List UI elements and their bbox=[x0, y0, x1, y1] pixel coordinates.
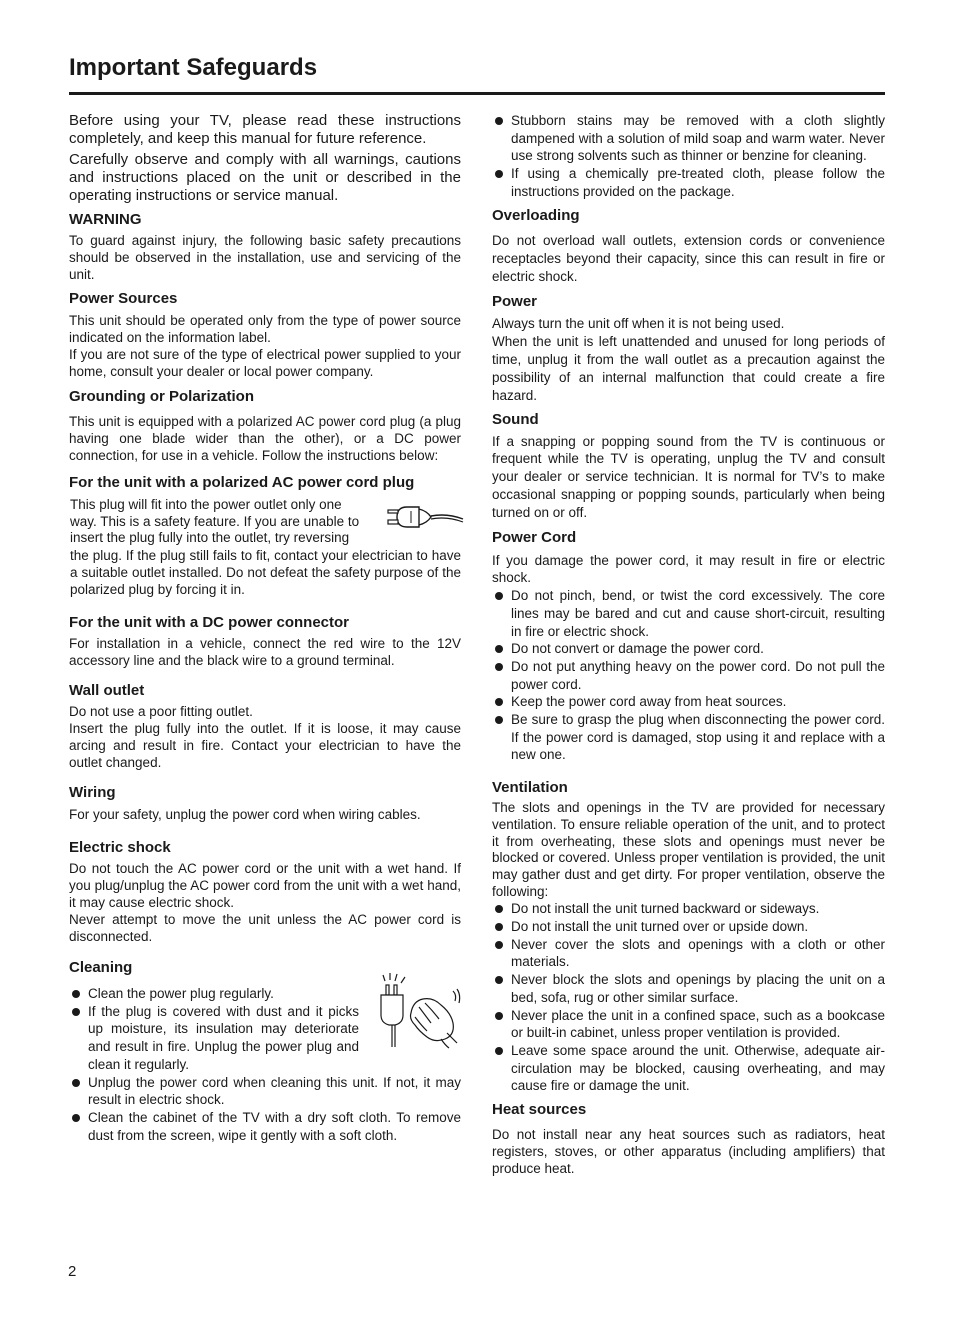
right-column bbox=[492, 110, 885, 1177]
title-rule bbox=[69, 92, 885, 95]
power-cord-text: If you damage the power cord, it may result in fire or electric shock. bbox=[492, 552, 885, 586]
wiring-heading: Wiring bbox=[69, 783, 116, 801]
page-number: 2 bbox=[68, 1263, 77, 1280]
list-item: Do not install the unit turned backward or sideways. bbox=[492, 900, 885, 918]
power-cord-heading: Power Cord bbox=[492, 528, 577, 546]
intro-paragraph: Before using your TV, please read these instructions completely, and keep this manual for future reference. bbox=[69, 112, 461, 148]
heat-sources-text: Do not install near any heat sources such as radiators, heat registers, stoves, or other apparatus (including amplifiers) that produce heat. bbox=[492, 1127, 885, 1177]
intro-paragraph: Carefully observe and comply with all warnings, cautions and instructions placed on the unit or described in the operating instructions or service manual. bbox=[69, 150, 461, 205]
electric-shock-heading: Electric shock bbox=[69, 838, 171, 856]
list-item: Leave some space around the unit. Otherwise, adequate air-circulation may be blocked, causing overheating, and may cause fire or damage the unit. bbox=[492, 1042, 885, 1095]
list-item: Do not convert or damage the power cord. bbox=[492, 640, 885, 658]
cleaning-heading: Cleaning bbox=[69, 958, 133, 976]
heat-sources-heading: Heat sources bbox=[492, 1101, 587, 1119]
list-item: Be sure to grasp the plug when disconnecting the power cord. If the power cord is damaged, stop using it and replace with a new one. bbox=[492, 711, 885, 764]
list-item: Stubborn stains may be removed with a cloth slightly dampened with a solution of mild soap and warm water. Never use strong solvents such as thinner or benzine for cleaning. bbox=[492, 112, 885, 165]
polarized-plug-line: insert the plug fully into the outlet, try reversing bbox=[70, 530, 350, 546]
polarized-plug-line: way. This is a safety feature. If you are unable to bbox=[70, 513, 360, 529]
list-item: Never place the unit in a confined space, such as a bookcase or built-in cabinet, unless proper ventilation is provided. bbox=[492, 1007, 885, 1042]
polarized-plug-line: This plug will fit into the power outlet only one bbox=[70, 497, 342, 513]
ventilation-list bbox=[492, 900, 885, 1095]
overloading-heading: Overloading bbox=[492, 206, 580, 224]
overloading-text: Do not overload wall outlets, extension cords or convenience receptacles beyond their capacity, since this can result in fire or electric shock. bbox=[492, 232, 885, 284]
polarized-plug-block bbox=[69, 497, 461, 598]
electric-shock-text: Never attempt to move the unit unless the AC power cord is disconnected. bbox=[69, 911, 461, 944]
grounding-heading: Grounding or Polarization bbox=[69, 388, 254, 406]
dc-connector-heading: For the unit with a DC power connector bbox=[69, 613, 350, 631]
list-item: Clean the cabinet of the TV with a dry soft cloth. To remove dust from the screen, wipe it gently with a soft cloth. bbox=[69, 1109, 461, 1144]
wall-outlet-text: Do not use a poor fitting outlet. bbox=[69, 703, 253, 719]
grounding-text: This unit is equipped with a polarized AC power cord plug (a plug having one blade wider than the other), or a DC power connection, for use in a vehicle. Follow the instructions below: bbox=[69, 414, 461, 464]
left-column bbox=[69, 110, 461, 1144]
power-sources-heading: Power Sources bbox=[69, 290, 178, 308]
power-text: When the unit is left unattended and unused for long periods of time, unplug it from the wall outlet as a precaution against the possibility of an internal malfunction that could create a fire hazard. bbox=[492, 333, 885, 403]
power-text: Always turn the unit off when it is not being used. bbox=[492, 315, 785, 331]
warning-text: To guard against injury, the following basic safety precautions should be observed in the installation, use and servicing of the unit. bbox=[69, 233, 461, 283]
electric-shock-text: Do not touch the AC power cord or the unit with a wet hand. If you plug/unplug the AC power cord from the unit with a wet hand, it may cause electric shock. bbox=[69, 860, 461, 910]
wall-outlet-heading: Wall outlet bbox=[69, 681, 145, 699]
plug-cleaning-icon bbox=[375, 971, 461, 1049]
wiring-text: For your safety, unplug the power cord when wiring cables. bbox=[69, 806, 421, 822]
list-item: Never cover the slots and openings with a cloth or other materials. bbox=[492, 936, 885, 971]
sound-heading: Sound bbox=[492, 410, 539, 428]
polarized-plug-heading: For the unit with a polarized AC power cord plug bbox=[69, 474, 415, 492]
ventilation-heading: Ventilation bbox=[492, 779, 568, 797]
list-item: Do not put anything heavy on the power cord. Do not pull the power cord. bbox=[492, 658, 885, 693]
warning-heading: WARNING bbox=[69, 211, 142, 229]
ventilation-text: The slots and openings in the TV are provided for necessary ventilation. To ensure reliable operation of the unit, and to protect it from overheating, these slots and openings must never be blocked or covered. Unless proper ventilation is provided, the unit may gather dust and get dirty. For proper ventilation, observe the following: bbox=[492, 800, 885, 899]
cleaning-block bbox=[69, 985, 461, 1144]
stains-list bbox=[492, 112, 885, 201]
list-item: Never block the slots and openings by placing the unit on a bed, sofa, rug or other similar surface. bbox=[492, 971, 885, 1006]
list-item: Keep the power cord away from heat sources. bbox=[492, 693, 885, 711]
list-item: Clean the power plug regularly. bbox=[69, 985, 461, 1003]
power-sources-text: This unit should be operated only from the type of power source indicated on the information label. bbox=[69, 313, 461, 346]
wall-outlet-text: Insert the plug fully into the outlet. If it is loose, it may cause arcing and result in fire. Contact your electrician to have the outlet changed. bbox=[69, 720, 461, 770]
sound-text: If a snapping or popping sound from the TV is continuous or frequent while the TV is operating, unplug the TV and consult your dealer or service technician. It is normal for TV’s to make occasional snapping or popping sounds, particularly when being turned on or off. bbox=[492, 433, 885, 520]
list-item: If using a chemically pre-treated cloth, please follow the instructions provided on the package. bbox=[492, 165, 885, 200]
dc-connector-text: For installation in a vehicle, connect the red wire to the 12V accessory line and the black wire to a ground terminal. bbox=[69, 635, 461, 668]
power-sources-text: If you are not sure of the type of electrical power supplied to your home, consult your dealer or local power company. bbox=[69, 347, 461, 380]
list-item: If the plug is covered with dust and it picks up moisture, its insulation may deteriorate and result in fire. Unplug the power plug and clean it regularly. bbox=[69, 1003, 461, 1074]
list-item: Unplug the power cord when cleaning this unit. If not, it may result in electric shock. bbox=[69, 1074, 461, 1109]
list-item: Do not install the unit turned over or upside down. bbox=[492, 918, 885, 936]
page-title: Important Safeguards bbox=[69, 54, 318, 81]
power-cord-list bbox=[492, 587, 885, 764]
polarized-plug-icon bbox=[387, 499, 465, 535]
power-heading: Power bbox=[492, 292, 538, 310]
list-item: Do not pinch, bend, or twist the cord excessively. The core lines may be bared and cut and cause short-circuit, resulting in fire or electric shock. bbox=[492, 587, 885, 640]
polarized-plug-text: the plug. If the plug still fails to fit, contact your electrician to have a suitable outlet installed. Do not defeat the safety purpose of the polarized plug by forcing it in. bbox=[70, 547, 461, 597]
